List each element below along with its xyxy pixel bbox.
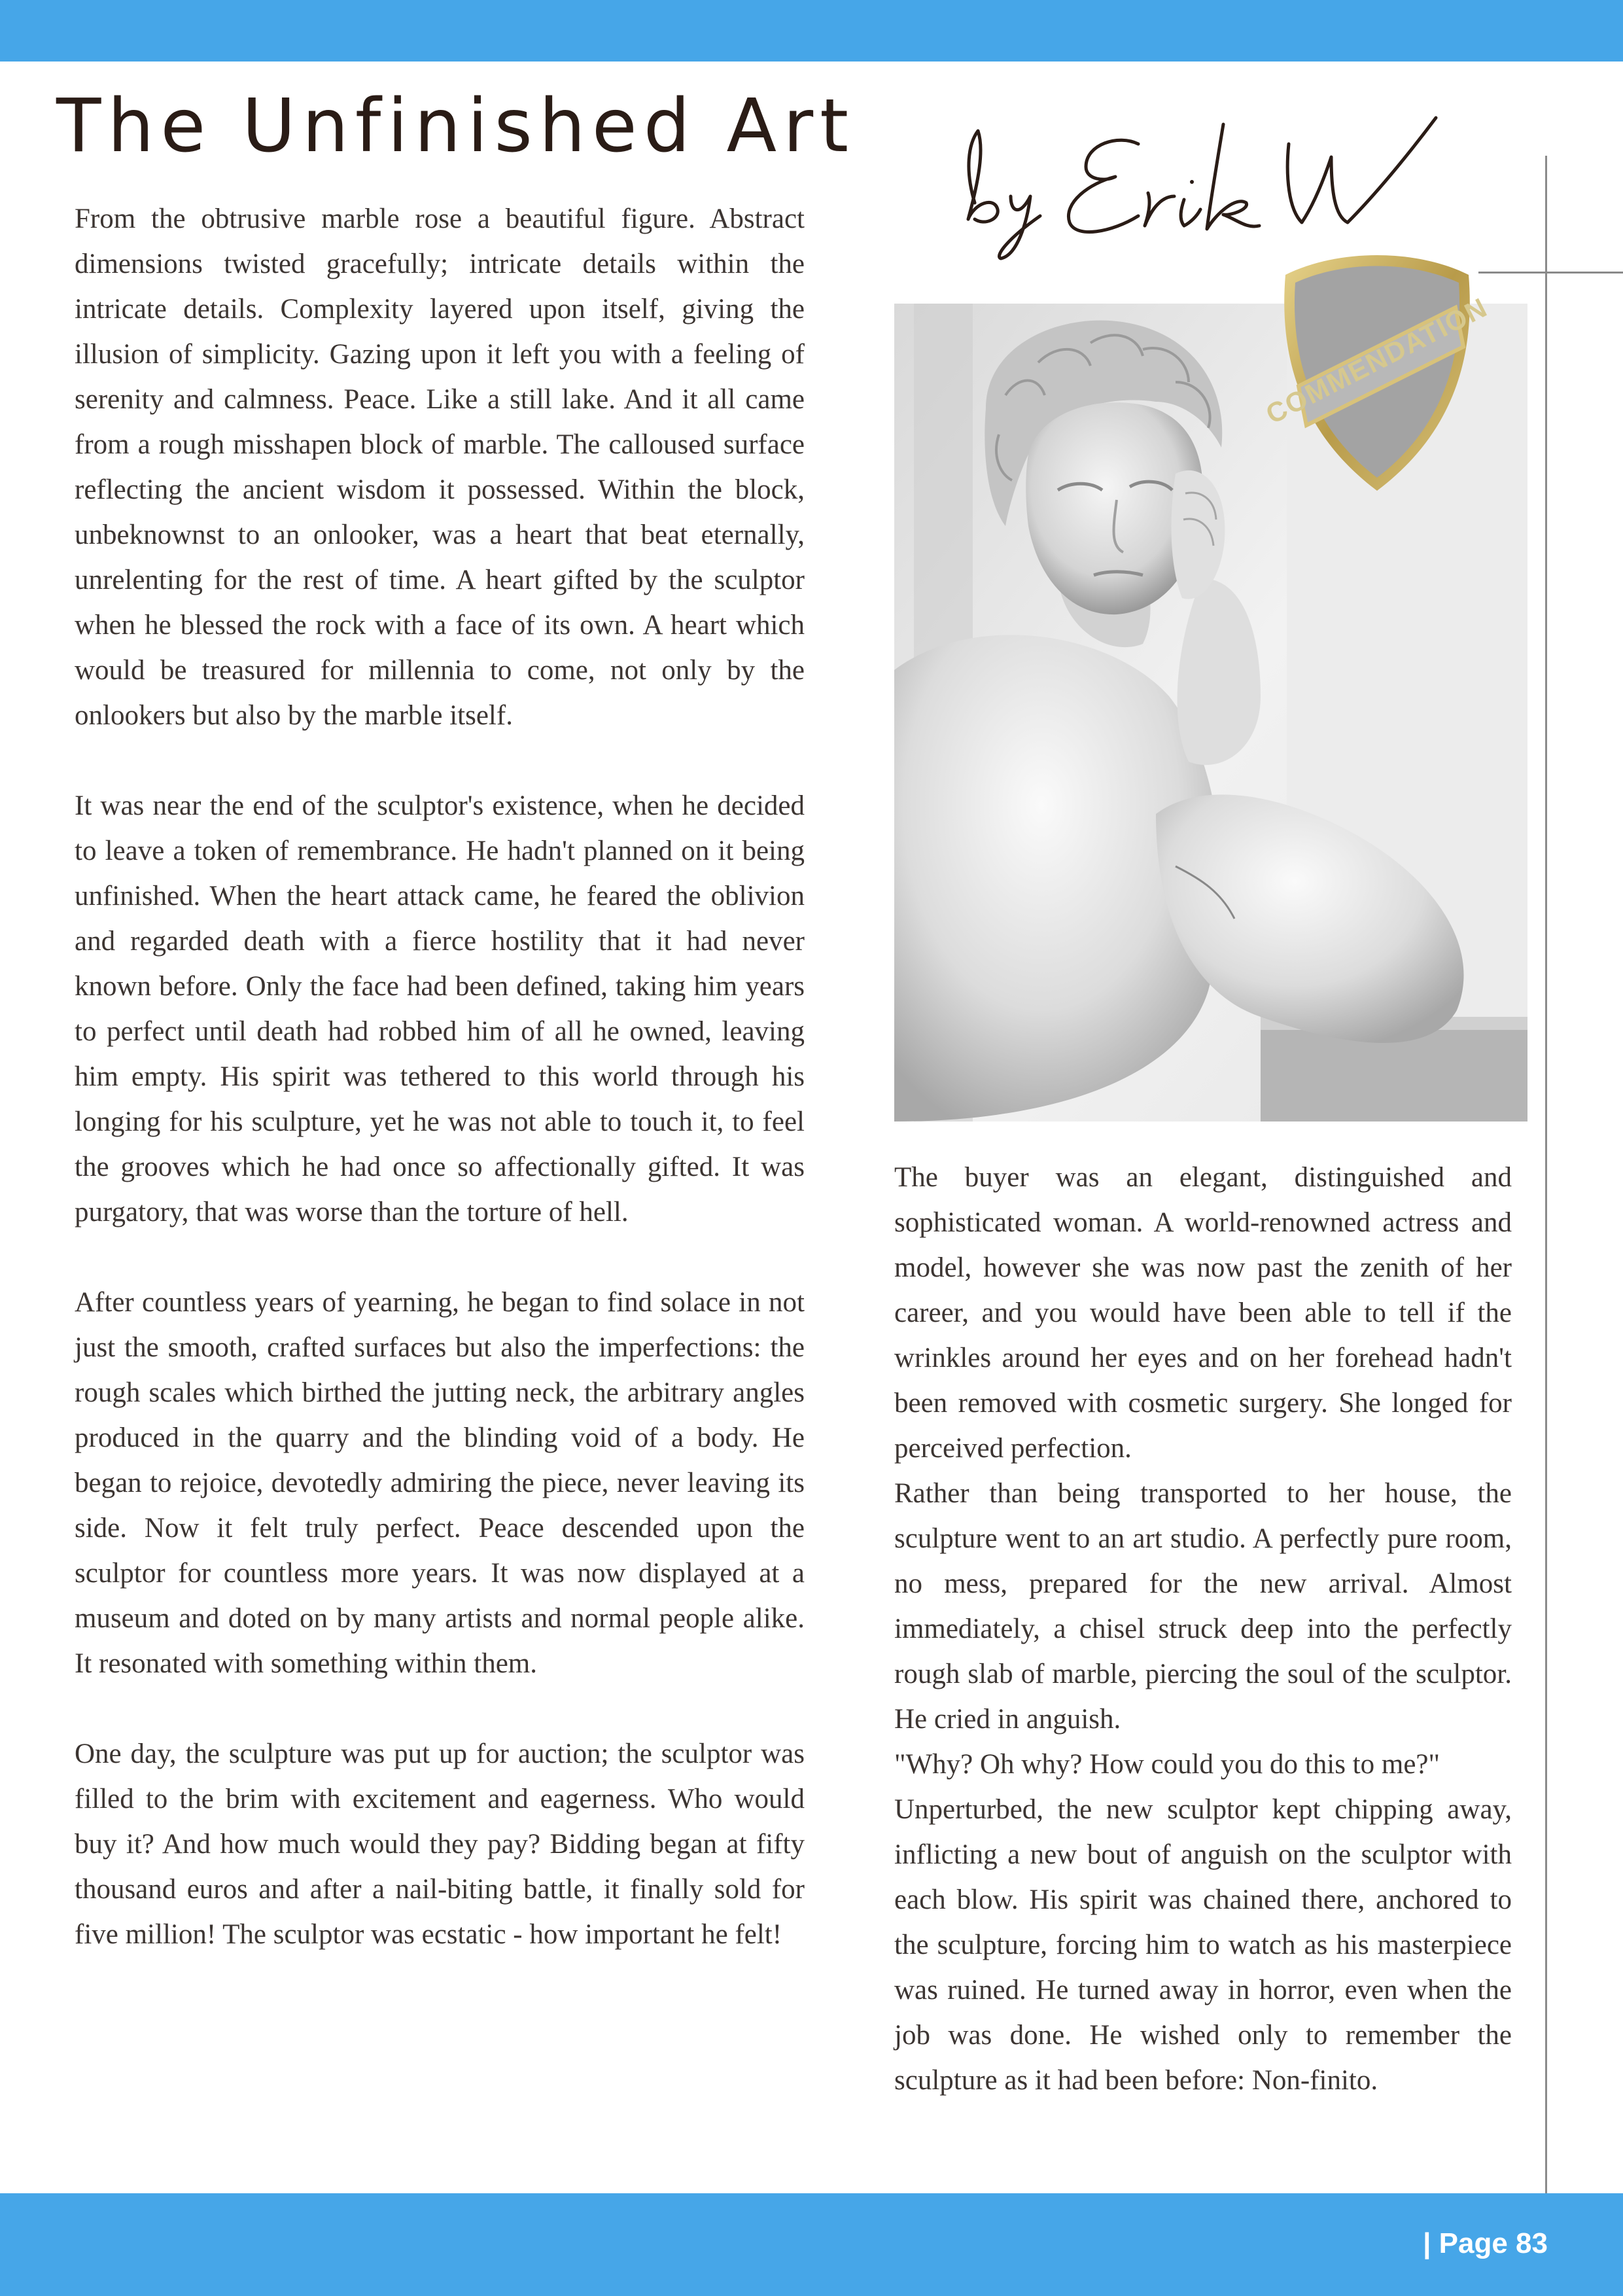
paragraph: From the obtrusive marble rose a beautiful figure. Abstract dimensions twisted gracefully; intricate details within the intricate details. Complexity layered upon itself, giving the illusion of simplicity. Gazing upon it left you with a feeling of serenity and calmness. Peace. Like a still lake. And it all came from a rough misshapen block of marble. The calloused surface reflecting the ancient wisdom it possessed. Within the block, unbeknownst to an onlooker, was a heart that beat eternally, unrelenting for the rest of time. A heart gifted by the sculptor when he blessed the rock with a face of its own. A heart which would be treasured for millennia to come, not only by the onlookers but also by the marble itself. [75, 203, 805, 731]
paragraph: One day, the sculpture was put up for auction; the sculptor was filled to the brim with excitement and eagerness. Who would buy it? And how much would they pay? Bidding began at fifty thousand euros and after a nail-biting battle, it finally sold for five million! The sculptor was ecstatic - how important he felt! [75, 1739, 805, 1950]
right-text-column [894, 1155, 1512, 2103]
horizontal-accent-line [1478, 272, 1623, 274]
top-color-band [0, 0, 1623, 62]
bottom-color-band [0, 2193, 1623, 2296]
vertical-divider-line [1545, 156, 1547, 2197]
paragraph: After countless years of yearning, he began to find solace in not just the smooth, crafted surfaces but also the imperfections: the rough scales which birthed the jutting neck, the arbitrary angles produced in the quarry and the blinding void of a body. He began to rejoice, devotedly admiring the piece, never leaving its side. Now it felt truly perfect. Peace descended upon the sculptor for countless more years. It was now displayed at a museum and doted on by many artists and normal people alike. It resonated with something within them. [75, 1287, 805, 1679]
paragraph: It was near the end of the sculptor's existence, when he decided to leave a token of remembrance. He hadn't planned on it being unfinished. When the heart attack came, he feared the oblivion and regarded death with a fierce hostility that it had never known before. Only the face had been defined, taking him years to perfect until death had robbed him of all he owned, leaving him empty. His spirit was tethered to this world through his longing for his sculpture, yet he was not able to touch it, to feel the grooves which he had once so affectionally gifted. It was purgatory, that was worse than the torture of hell. [75, 790, 805, 1227]
paragraph: The buyer was an elegant, distinguished and sophisticated woman. A world-renowned actress and model, however she was now past the zenith of her career, and you would have been able to tell if the wrinkles around her eyes and on her forehead hadn't been removed with cosmetic surgery. She longed for perceived perfection. [894, 1162, 1512, 1464]
left-text-column [75, 196, 805, 1957]
paragraph: Rather than being transported to her house, the sculpture went to an art studio. A perfectly pure room, no mess, prepared for the new arrival. Almost immediately, a chisel struck deep into the perfectly rough slab of marble, piercing the soul of the sculptor. He cried in anguish. [894, 1478, 1512, 1735]
paragraph: Unperturbed, the new sculptor kept chipping away, inflicting a new bout of anguish on the sculptor with each blow. His spirit was chained there, anchored to the sculpture, forcing him to watch as his masterpiece was ruined. He turned away in horror, even when the job was done. He wished only to remember the sculpture as it had been before: Non-finito. [894, 1794, 1512, 2096]
article-title: The Unfinished Art [56, 84, 856, 169]
quote-line: "Why? Oh why? How could you do this to me?" [894, 1749, 1440, 1780]
page-number: | Page 83 [1423, 2227, 1548, 2259]
commendation-badge [1259, 236, 1495, 497]
badge-text: COMMENDATION [1261, 291, 1493, 430]
